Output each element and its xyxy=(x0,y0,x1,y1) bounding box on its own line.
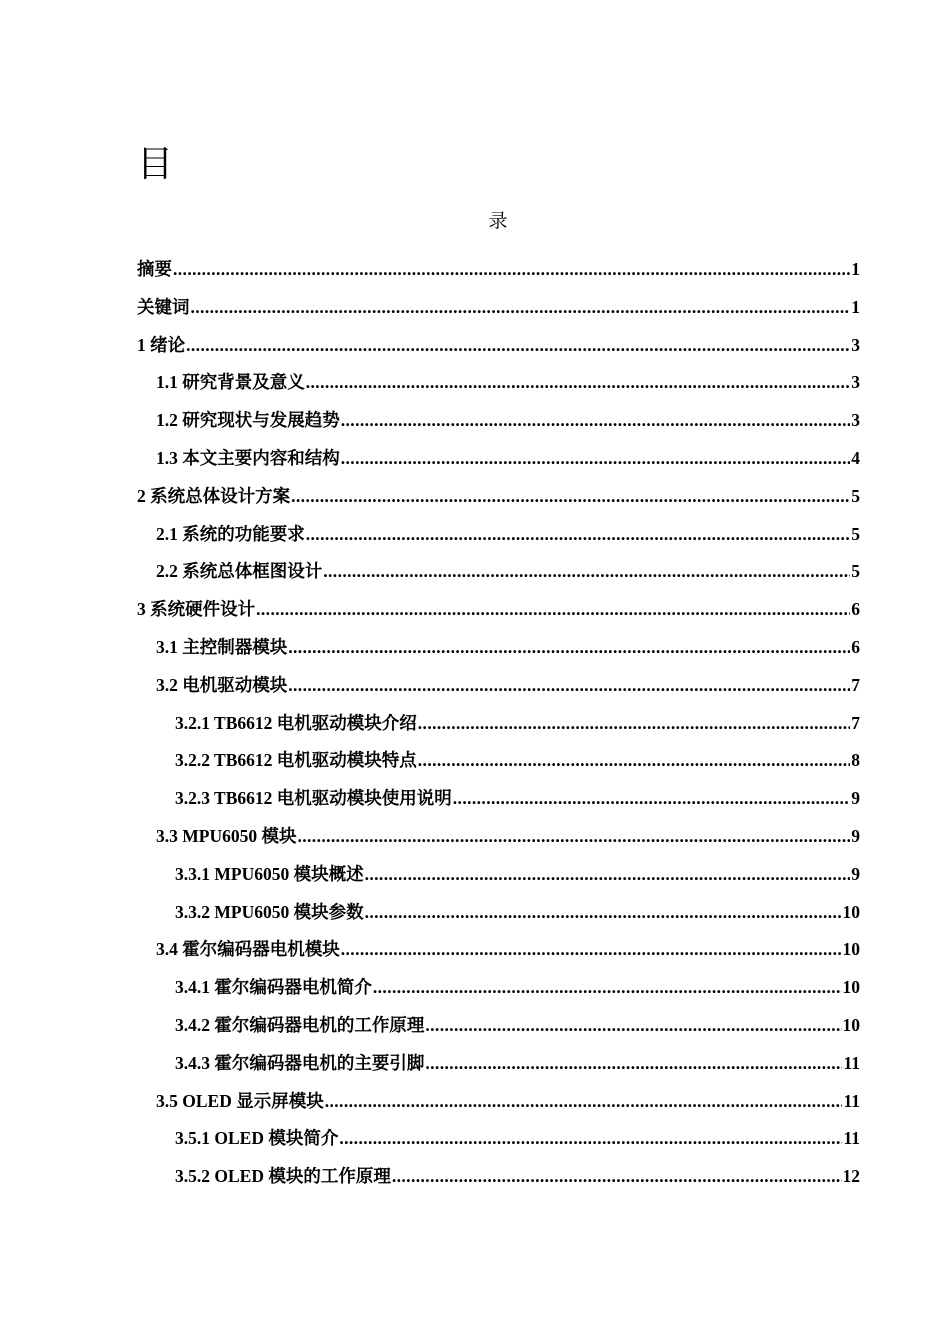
toc-dot-leader xyxy=(341,931,842,969)
toc-dot-leader xyxy=(341,440,851,478)
toc-entry[interactable] xyxy=(137,856,860,894)
toc-entry-title: 2 系统总体设计方案 xyxy=(137,485,291,506)
toc-page-number: 7 xyxy=(851,674,860,695)
toc-entry-title: 3.4.2 霍尔编码器电机的工作原理 xyxy=(175,1014,425,1035)
toc-page-number: 1 xyxy=(851,296,860,317)
toc-title-first-char: 目 xyxy=(137,144,174,184)
toc-entry[interactable] xyxy=(137,327,860,365)
toc-entry[interactable] xyxy=(137,1083,860,1121)
toc-entry-title: 3.3 MPU6050 模块 xyxy=(156,825,297,846)
toc-page-number: 6 xyxy=(851,599,860,620)
toc-dot-leader xyxy=(418,742,850,780)
toc-dot-leader xyxy=(365,856,851,894)
toc-page-number: 11 xyxy=(843,1052,860,1073)
toc-page-number: 9 xyxy=(851,863,860,884)
toc-dot-leader xyxy=(341,402,851,440)
toc-entry[interactable] xyxy=(137,440,860,478)
table-of-contents xyxy=(137,251,860,1196)
toc-entry-title: 3.2.1 TB6612 电机驱动模块介绍 xyxy=(175,712,417,733)
toc-entry-title: 3.3.2 MPU6050 模块参数 xyxy=(175,901,364,922)
toc-entry[interactable] xyxy=(137,1007,860,1045)
toc-dot-leader xyxy=(418,705,850,743)
toc-page-number: 5 xyxy=(851,523,860,544)
toc-entry-title: 3.1 主控制器模块 xyxy=(156,636,288,657)
toc-entry-title: 3.5.2 OLED 模块的工作原理 xyxy=(175,1166,391,1187)
toc-entry-title: 1.2 研究现状与发展趋势 xyxy=(156,410,340,431)
toc-dot-leader xyxy=(453,780,850,818)
toc-entry-title: 1.3 本文主要内容和结构 xyxy=(156,447,340,468)
toc-entry-title: 3.2 电机驱动模块 xyxy=(156,674,288,695)
toc-dot-leader xyxy=(323,553,850,591)
toc-dot-leader xyxy=(365,894,842,932)
toc-page-number: 1 xyxy=(851,259,860,279)
toc-dot-leader xyxy=(191,289,851,327)
toc-entry[interactable] xyxy=(137,478,860,516)
toc-entry-title: 3.4 霍尔编码器电机模块 xyxy=(156,939,340,960)
toc-page-number: 11 xyxy=(843,1090,860,1111)
toc-entry[interactable] xyxy=(137,1120,860,1158)
toc-entry[interactable] xyxy=(137,667,860,705)
toc-dot-leader xyxy=(306,516,851,554)
toc-page-number: 10 xyxy=(842,939,860,960)
toc-entry-title: 2.1 系统的功能要求 xyxy=(156,523,305,544)
toc-page-number: 9 xyxy=(851,788,860,809)
toc-page-number: 3 xyxy=(851,372,860,393)
toc-entry-title: 3.5.1 OLED 模块简介 xyxy=(175,1128,339,1149)
toc-page-number: 12 xyxy=(842,1166,860,1187)
toc-page-number: 10 xyxy=(842,977,860,998)
toc-page-number: 7 xyxy=(851,712,860,733)
toc-dot-leader xyxy=(425,1045,842,1083)
toc-dot-leader xyxy=(288,629,850,667)
toc-dot-leader xyxy=(256,591,850,629)
toc-page-number: 11 xyxy=(843,1128,860,1149)
toc-entry[interactable] xyxy=(137,818,860,856)
toc-entry-title: 3.5 OLED 显示屏模块 xyxy=(156,1090,324,1111)
toc-entry[interactable] xyxy=(137,742,860,780)
toc-entry-title: 1.1 研究背景及意义 xyxy=(156,372,305,393)
toc-dot-leader xyxy=(373,969,842,1007)
toc-entry[interactable] xyxy=(137,1045,860,1083)
toc-entry-title: 摘要 xyxy=(137,259,172,279)
toc-page-number: 8 xyxy=(851,750,860,771)
toc-entry[interactable] xyxy=(137,969,860,1007)
toc-page-number: 5 xyxy=(851,485,860,506)
toc-entry[interactable] xyxy=(137,251,860,289)
toc-entry[interactable] xyxy=(137,364,860,402)
toc-page-number: 5 xyxy=(851,561,860,582)
toc-page-number: 3 xyxy=(851,334,860,355)
toc-entry-title: 3.3.1 MPU6050 模块概述 xyxy=(175,863,364,884)
toc-page-number: 3 xyxy=(851,410,860,431)
toc-dot-leader xyxy=(297,818,850,856)
toc-dot-leader xyxy=(291,478,850,516)
toc-page-number: 6 xyxy=(851,636,860,657)
toc-entry[interactable] xyxy=(137,402,860,440)
toc-entry-title: 3.2.2 TB6612 电机驱动模块特点 xyxy=(175,750,417,771)
toc-entry[interactable] xyxy=(137,629,860,667)
toc-page-number: 10 xyxy=(842,901,860,922)
toc-entry-title: 3.4.1 霍尔编码器电机简介 xyxy=(175,977,372,998)
toc-entry-title: 1 绪论 xyxy=(137,334,186,355)
toc-entry[interactable] xyxy=(137,591,860,629)
toc-dot-leader xyxy=(173,251,850,289)
toc-page-number: 9 xyxy=(851,825,860,846)
toc-dot-leader xyxy=(288,667,850,705)
toc-entry[interactable] xyxy=(137,1158,860,1196)
toc-entry-title: 关键词 xyxy=(137,296,190,317)
toc-entry[interactable] xyxy=(137,516,860,554)
toc-entry[interactable] xyxy=(137,553,860,591)
toc-title-second-char: 录 xyxy=(488,211,508,232)
toc-entry-title: 3 系统硬件设计 xyxy=(137,599,256,620)
toc-entry-title: 3.2.3 TB6612 电机驱动模块使用说明 xyxy=(175,788,452,809)
toc-page-number: 4 xyxy=(851,447,860,468)
toc-dot-leader xyxy=(425,1007,841,1045)
toc-dot-leader xyxy=(325,1083,843,1121)
toc-entry[interactable] xyxy=(137,894,860,932)
toc-entry[interactable] xyxy=(137,780,860,818)
toc-dot-leader xyxy=(392,1158,842,1196)
toc-entry[interactable] xyxy=(137,705,860,743)
toc-page-number: 10 xyxy=(842,1014,860,1035)
toc-entry-title: 2.2 系统总体框图设计 xyxy=(156,561,323,582)
toc-entry[interactable] xyxy=(137,931,860,969)
toc-entry-title: 3.4.3 霍尔编码器电机的主要引脚 xyxy=(175,1052,425,1073)
toc-dot-leader xyxy=(186,327,850,365)
toc-dot-leader xyxy=(339,1120,842,1158)
toc-dot-leader xyxy=(306,364,851,402)
toc-entry[interactable] xyxy=(137,289,860,327)
